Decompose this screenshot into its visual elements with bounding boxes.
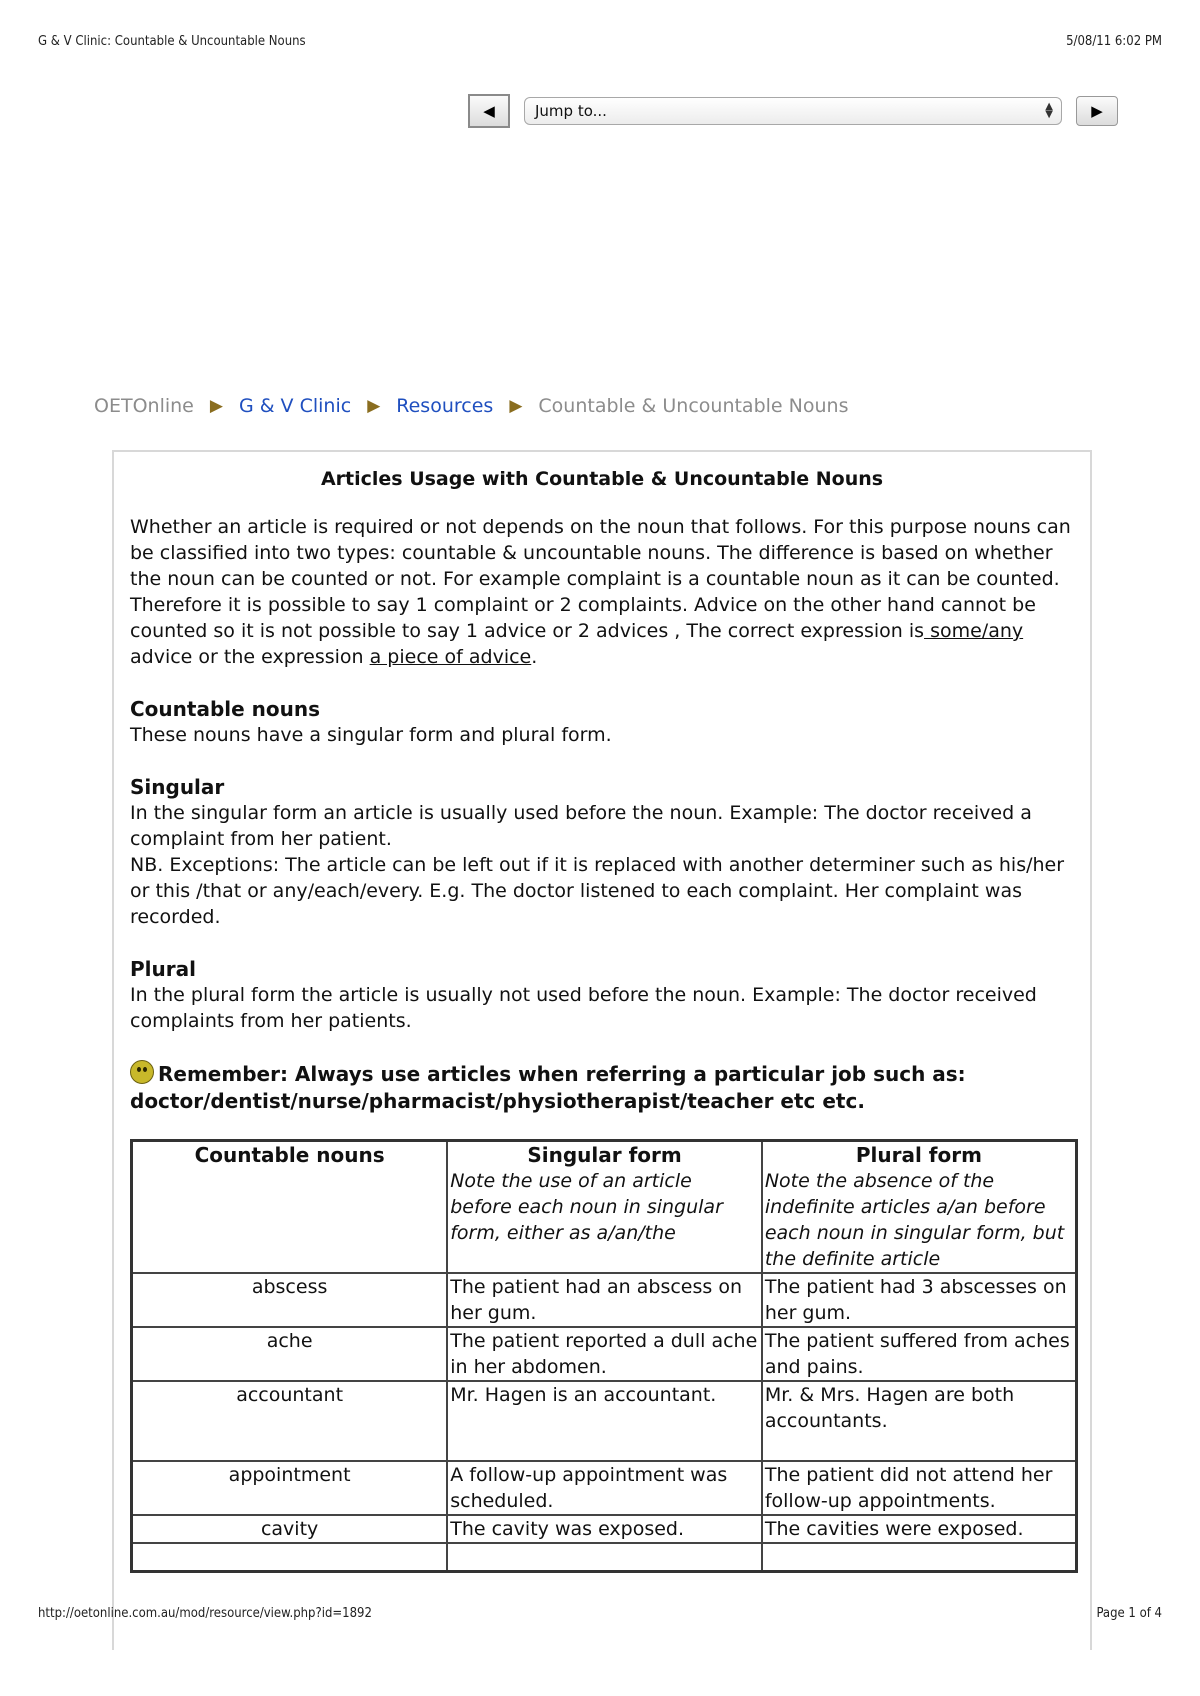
noun-cell: cavity <box>132 1515 448 1543</box>
singular-cell <box>447 1543 762 1572</box>
print-header-title: G & V Clinic: Countable & Uncountable Nouns <box>38 34 306 49</box>
breadcrumb <box>94 395 848 417</box>
singular-cell: The patient reported a dull ache in her abdomen. <box>447 1327 762 1381</box>
previous-activity-button[interactable] <box>468 94 510 128</box>
breadcrumb-item-resources[interactable]: Resources <box>396 395 494 417</box>
plural-cell <box>762 1543 1077 1572</box>
select-arrows-icon: ▲ ▼ <box>1045 101 1053 120</box>
countable-heading: Countable nouns <box>130 697 321 721</box>
table-row <box>132 1461 1077 1515</box>
remember-note <box>130 1060 1074 1115</box>
header-title: Countable nouns <box>194 1143 385 1167</box>
breadcrumb-separator-icon: ▶ <box>509 396 523 416</box>
header-note: Note the absence of the indefinite articles a/an before each noun in singular form, but the definite article <box>764 1170 1065 1270</box>
plural-cell: The patient suffered from aches and pains. <box>762 1327 1077 1381</box>
smiley-icon <box>130 1060 154 1084</box>
plural-cell: Mr. & Mrs. Hagen are both accountants. <box>762 1381 1077 1461</box>
breadcrumb-item-current: Countable & Uncountable Nouns <box>538 395 849 417</box>
plural-heading: Plural <box>130 957 196 981</box>
table-row <box>132 1515 1077 1543</box>
header-title: Plural form <box>855 1143 982 1167</box>
plural-cell: The patient had 3 abscesses on her gum. <box>762 1273 1077 1327</box>
print-header-datetime: 5/08/11 6:02 PM <box>1066 34 1162 49</box>
activity-nav <box>468 94 1118 128</box>
resource-content <box>112 450 1092 1650</box>
triangle-left-icon: ◀ <box>483 102 495 120</box>
noun-cell: appointment <box>132 1461 448 1515</box>
noun-cell: accountant <box>132 1381 448 1461</box>
intro-text: Whether an article is required or not depends on the noun that follows. For this purpose nouns can be classified into two types: countable & uncountable nouns. The difference is based on whether the noun can be counted or not. For example complaint is a countable noun as it can be counted. Therefore it is possible to say 1 complaint or 2 complaints. Advice on the other hand cannot be counted so it is not possible to say 1 advice or 2 advices , The correct expression is <box>130 516 1071 642</box>
singular-exception-text: NB. Exceptions: The article can be left out if it is replaced with another determiner such as his/her or this /that or any/each/every. E.g. The doctor listened to each complaint. Her complaint was recorded. <box>130 854 1065 928</box>
plural-cell: The cavities were exposed. <box>762 1515 1077 1543</box>
singular-cell: Mr. Hagen is an accountant. <box>447 1381 762 1461</box>
intro-mid-text: advice or the expression <box>130 646 370 668</box>
print-header <box>38 34 1162 49</box>
singular-heading: Singular <box>130 775 225 799</box>
print-footer <box>38 1606 1162 1621</box>
jump-to-value: Jump to... <box>535 102 607 120</box>
header-title: Singular form <box>527 1143 682 1167</box>
plural-cell: The patient did not attend her follow-up appointments. <box>762 1461 1077 1515</box>
breadcrumb-separator-icon: ▶ <box>209 396 223 416</box>
print-footer-url: http://oetonline.com.au/mod/resource/view.php?id=1892 <box>38 1606 372 1621</box>
table-row <box>132 1381 1077 1461</box>
noun-cell <box>132 1543 448 1572</box>
header-note: Note the use of an article before each noun in singular form, either as a/an/the <box>450 1170 723 1244</box>
triangle-right-icon: ▶ <box>1091 102 1103 120</box>
table-row <box>132 1327 1077 1381</box>
singular-text: In the singular form an article is usually used before the noun. Example: The doctor received a complaint from her patient. <box>130 802 1032 850</box>
intro-underline-piece-of-advice: a piece of advice <box>369 646 532 668</box>
breadcrumb-item-clinic[interactable]: G & V Clinic <box>238 395 352 417</box>
header-countable-nouns <box>132 1141 448 1274</box>
countable-section <box>130 696 1074 748</box>
table-row <box>132 1273 1077 1327</box>
header-plural-form <box>762 1141 1077 1274</box>
singular-cell: The cavity was exposed. <box>447 1515 762 1543</box>
breadcrumb-item-oetonline[interactable]: OETOnline <box>94 395 194 417</box>
singular-cell: A follow-up appointment was scheduled. <box>447 1461 762 1515</box>
plural-section <box>130 956 1074 1034</box>
remember-text: Remember: Always use articles when referring a particular job such as: doctor/dentist/nurse/pharmacist/physiotherapist/teacher etc etc. <box>130 1062 966 1113</box>
noun-cell: ache <box>132 1327 448 1381</box>
table-header-row <box>132 1141 1077 1274</box>
breadcrumb-separator-icon: ▶ <box>367 396 381 416</box>
noun-cell: abscess <box>132 1273 448 1327</box>
countable-text: These nouns have a singular form and plural form. <box>130 724 612 746</box>
page-title: Articles Usage with Countable & Uncountable Nouns <box>320 468 884 490</box>
plural-text: In the plural form the article is usually not used before the noun. Example: The doctor received complaints from her patients. <box>130 984 1037 1032</box>
table-row <box>132 1543 1077 1572</box>
header-singular-form <box>447 1141 762 1274</box>
intro-underline-some-any: some/any <box>924 620 1024 642</box>
singular-section <box>130 774 1074 930</box>
countable-nouns-table <box>130 1139 1078 1573</box>
next-activity-button[interactable] <box>1076 96 1118 126</box>
intro-end-text: . <box>531 646 538 668</box>
singular-cell: The patient had an abscess on her gum. <box>447 1273 762 1327</box>
print-footer-page: Page 1 of 4 <box>1096 1606 1162 1621</box>
intro-paragraph <box>130 514 1074 670</box>
jump-to-select[interactable] <box>524 97 1062 125</box>
